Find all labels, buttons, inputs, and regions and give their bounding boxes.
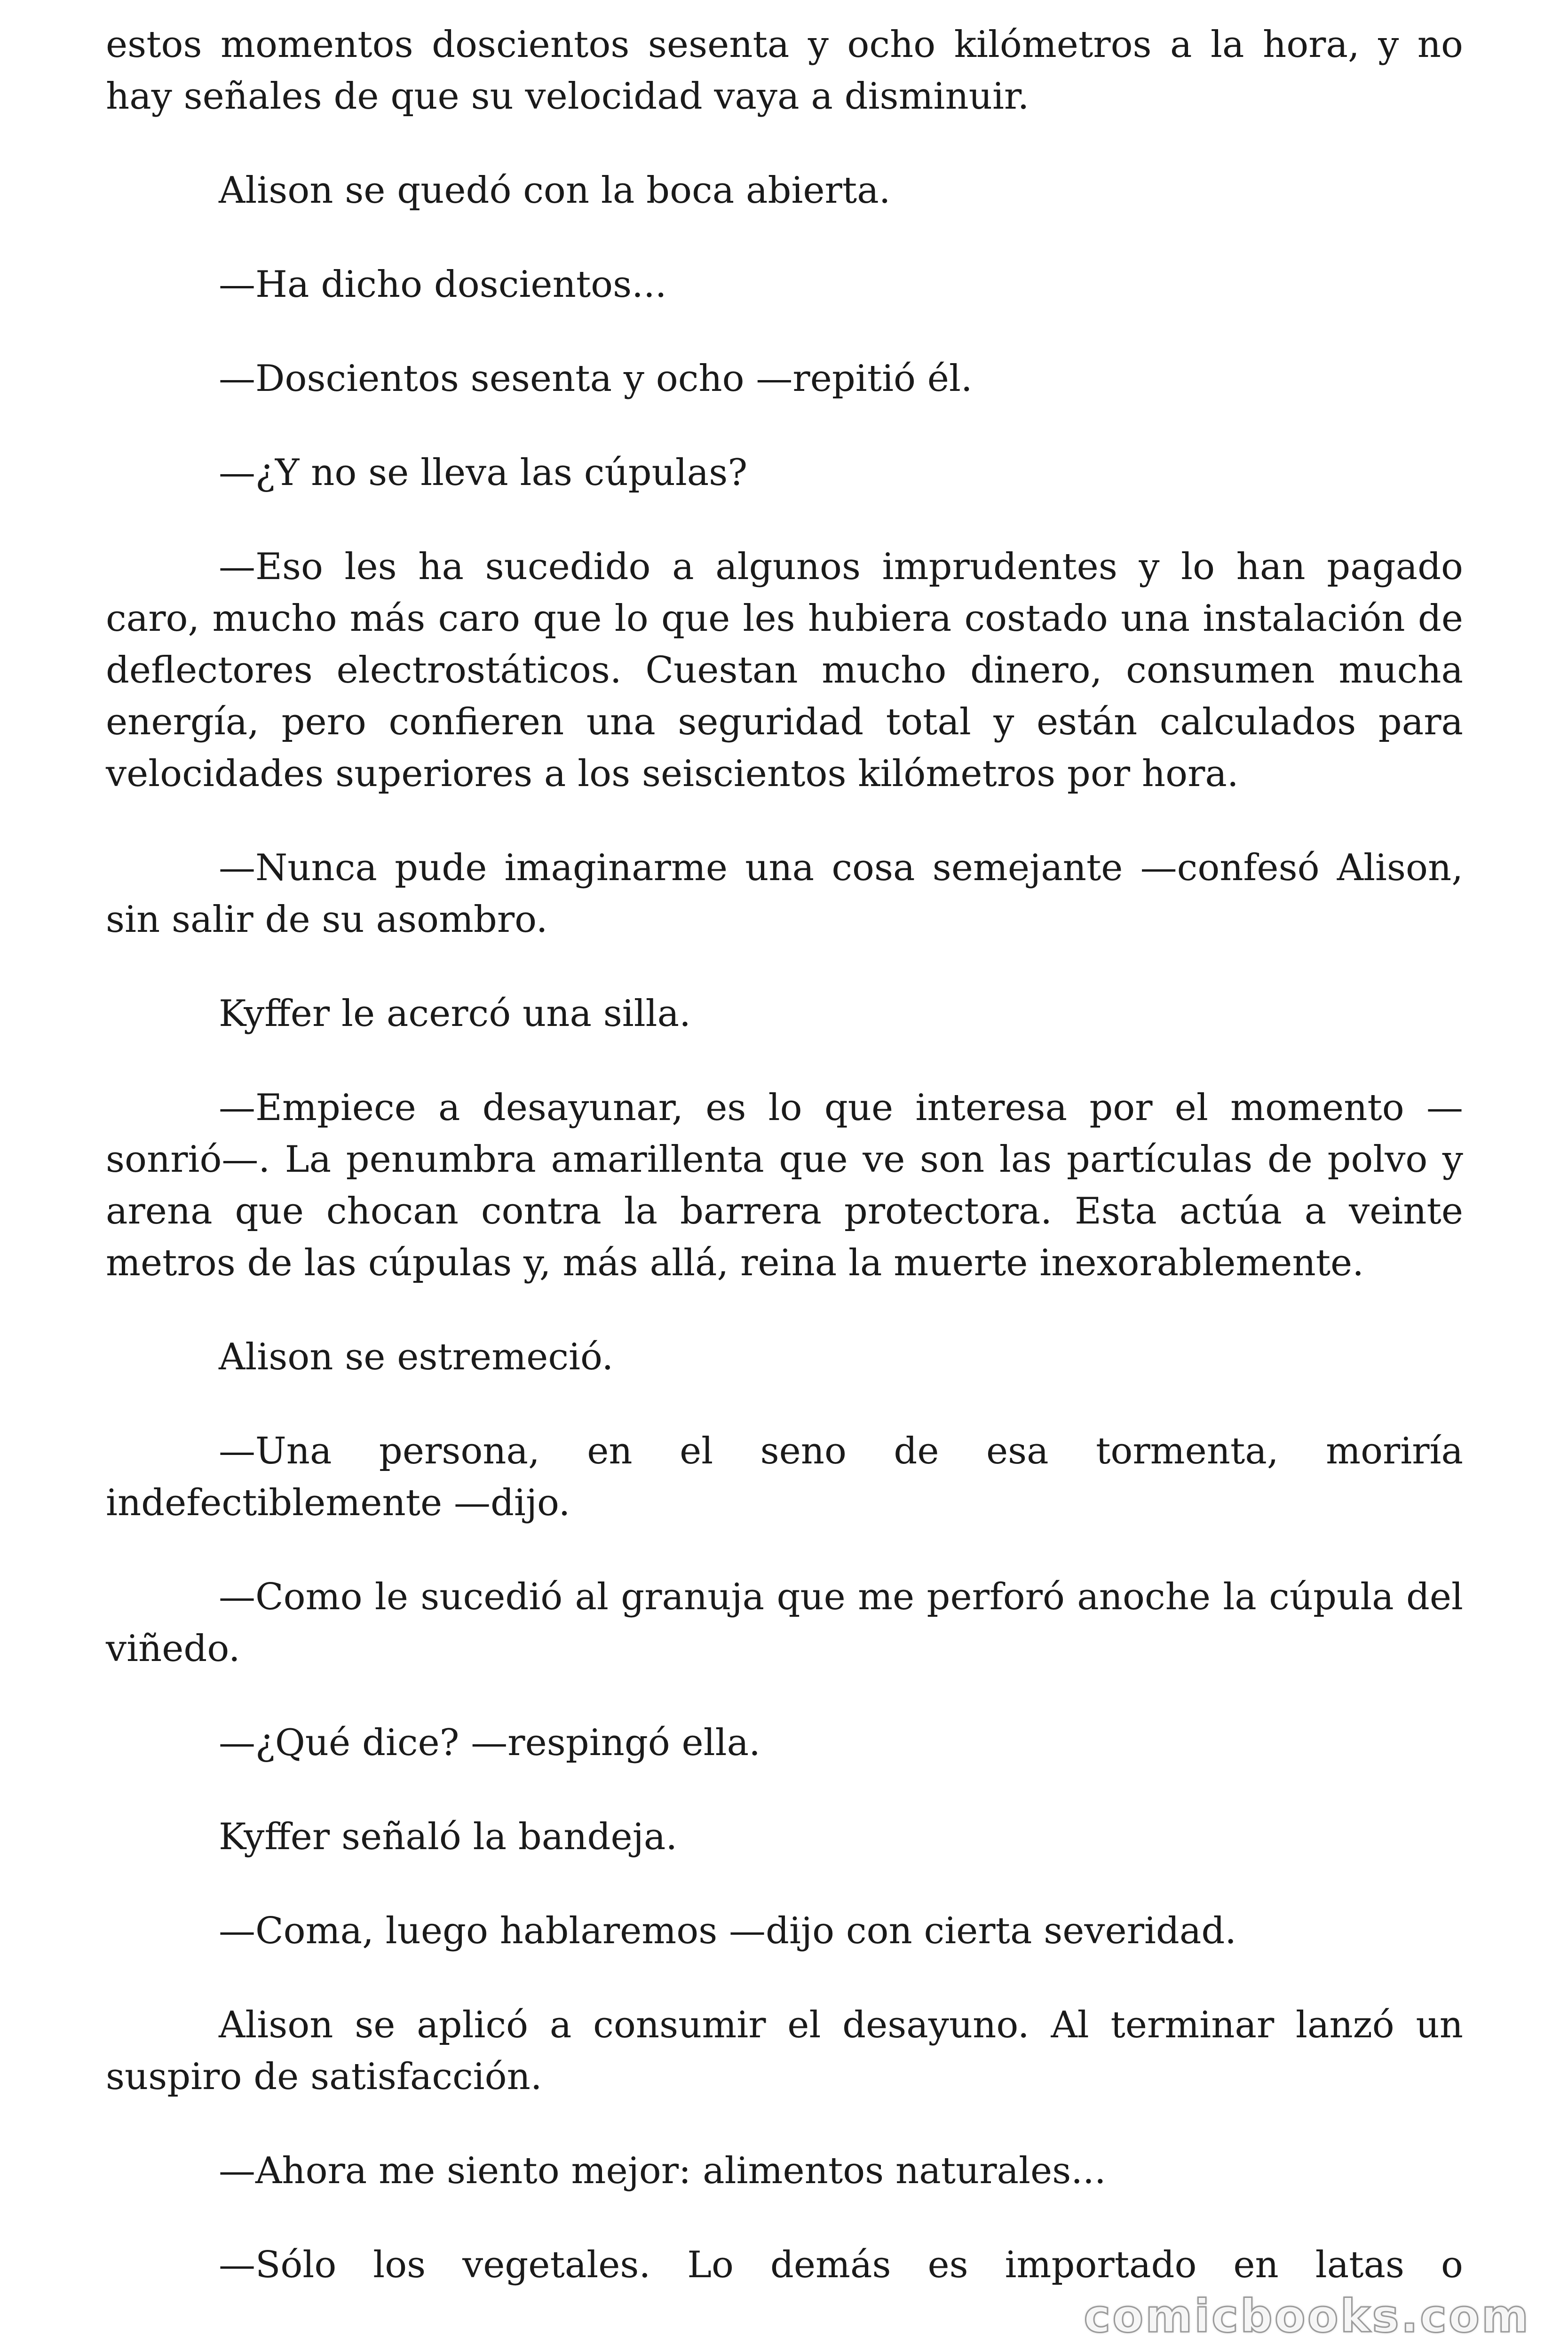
paragraph-17: —Ahora me siento mejor: alimentos naturales... [219,2150,1106,2192]
paragraph-14: Kyffer señaló la bandeja. [219,1816,678,1858]
paragraph-16: Alison se aplicó a consumir el desayuno. Al terminar lanzó un suspiro de satisfacción. [106,2004,1463,2098]
paragraph-9: —Empiece a desayunar, es lo que interesa por el momento —sonrió—. La penumbra amarillenta que ve son las partículas de polvo y arena que chocan contra la barrera protectora. Esta actúa a veinte metros de las cúpulas y, más allá, reina la muerte inexorablemente. [106,1087,1463,1284]
paragraph-4: —Doscientos sesenta y ocho —repitió él. [219,358,973,400]
paragraph-3: —Ha dicho doscientos... [219,263,667,306]
paragraph-1: estos momentos doscientos sesenta y ocho kilómetros a la hora, y no hay señales de que su velocidad vaya a disminuir. [106,24,1463,118]
paragraph-5: —¿Y no se lleva las cúpulas? [219,452,748,494]
paragraph-12: —Como le sucedió al granuja que me perforó anoche la cúpula del viñedo. [106,1576,1463,1670]
paragraph-10: Alison se estremeció. [219,1336,614,1378]
paragraph-11: —Una persona, en el seno de esa tormenta, moriría indefectiblemente —dijo. [106,1430,1463,1524]
book-page [106,19,1463,2291]
paragraph-13: —¿Qué dice? —respingó ella. [219,1722,760,1764]
paragraph-7: —Nunca pude imaginarme una cosa semejante —confesó Alison, sin salir de su asombro. [106,847,1463,941]
watermark-logo: comicbooks.com [1084,2290,1530,2343]
paragraph-15: —Coma, luego hablaremos —dijo con cierta severidad. [219,1910,1237,1952]
paragraph-6: —Eso les ha sucedido a algunos imprudentes y lo han pagado caro, mucho más caro que lo que les hubiera costado una instalación de deflectores electrostáticos. Cuestan mucho dinero, consumen mucha energía, pero confieren una seguridad total y están calculados para velocidades superiores a los seiscientos kilómetros por hora. [106,546,1463,795]
paragraph-8: Kyffer le acercó una silla. [219,993,691,1035]
paragraph-18: —Sólo los vegetales. Lo demás es importado en latas o [219,2244,1463,2286]
paragraph-2: Alison se quedó con la boca abierta. [219,169,891,212]
